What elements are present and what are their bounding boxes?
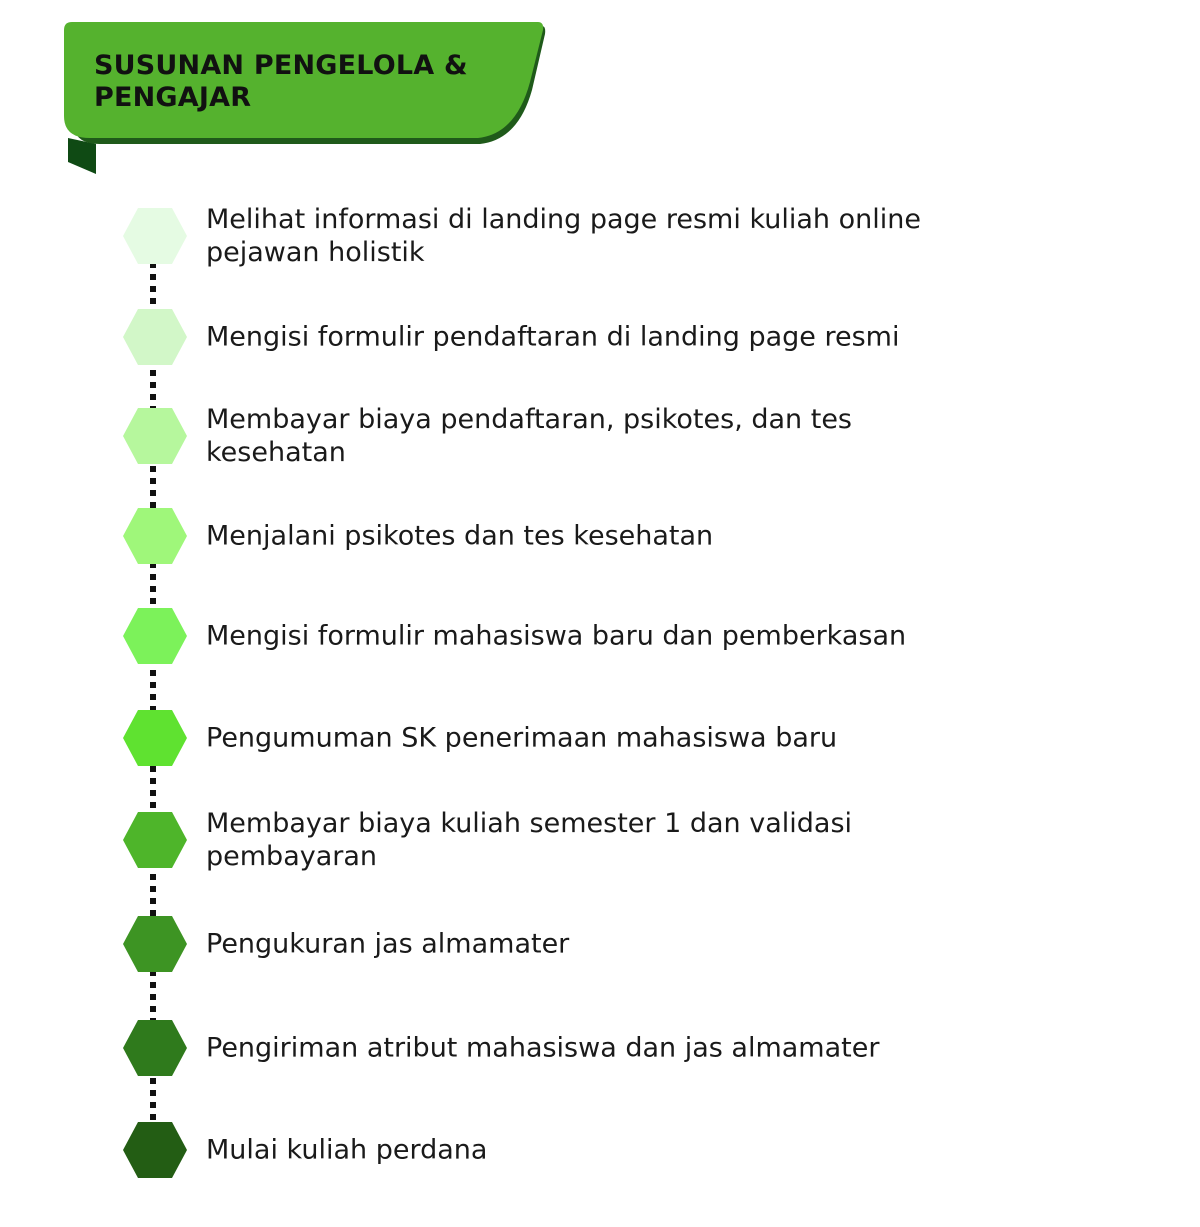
hexagon-shape <box>123 309 187 365</box>
step-item <box>122 206 1022 266</box>
step-label: Pengiriman atribut mahasiswa dan jas almamater <box>206 1032 880 1064</box>
hexagon-shape <box>123 208 187 264</box>
step-label: Membayar biaya kuliah semester 1 dan validasi pembayaran <box>206 808 853 872</box>
step-item <box>122 708 1022 768</box>
hexagon-shape <box>123 508 187 564</box>
step-item <box>122 1120 1022 1180</box>
step-label: Mengisi formulir pendaftaran di landing page resmi <box>206 321 900 353</box>
step-hexagon-icon <box>122 810 188 870</box>
step-item <box>122 1018 1022 1078</box>
hexagon-shape <box>123 812 187 868</box>
step-item <box>122 606 1022 666</box>
step-hexagon-icon <box>122 206 188 266</box>
header-banner <box>60 20 550 180</box>
hexagon-shape <box>123 408 187 464</box>
step-hexagon-icon <box>122 1120 188 1180</box>
step-label: Pengumuman SK penerimaan mahasiswa baru <box>206 722 838 754</box>
step-item <box>122 406 1022 466</box>
hexagon-shape <box>123 916 187 972</box>
step-label: Pengukuran jas almamater <box>206 928 570 960</box>
step-label: Membayar biaya pendaftaran, psikotes, dan tes kesehatan <box>206 404 852 468</box>
step-label: Mengisi formulir mahasiswa baru dan pemberkasan <box>206 620 907 652</box>
page-title: SUSUNAN PENGELOLA & PENGAJAR <box>94 50 468 113</box>
step-label: Mulai kuliah perdana <box>206 1134 488 1166</box>
step-hexagon-icon <box>122 914 188 974</box>
hexagon-shape <box>123 1122 187 1178</box>
hexagon-shape <box>123 1020 187 1076</box>
hexagon-shape <box>123 710 187 766</box>
step-item <box>122 914 1022 974</box>
step-item <box>122 810 1022 870</box>
step-item <box>122 307 1022 367</box>
step-item <box>122 506 1022 566</box>
hexagon-shape <box>123 608 187 664</box>
step-label: Melihat informasi di landing page resmi kuliah online pejawan holistik <box>206 204 921 268</box>
step-hexagon-icon <box>122 708 188 768</box>
timeline-connector <box>150 262 156 1122</box>
step-hexagon-icon <box>122 506 188 566</box>
step-hexagon-icon <box>122 1018 188 1078</box>
step-hexagon-icon <box>122 406 188 466</box>
step-hexagon-icon <box>122 606 188 666</box>
step-label: Menjalani psikotes dan tes kesehatan <box>206 520 714 552</box>
step-hexagon-icon <box>122 307 188 367</box>
